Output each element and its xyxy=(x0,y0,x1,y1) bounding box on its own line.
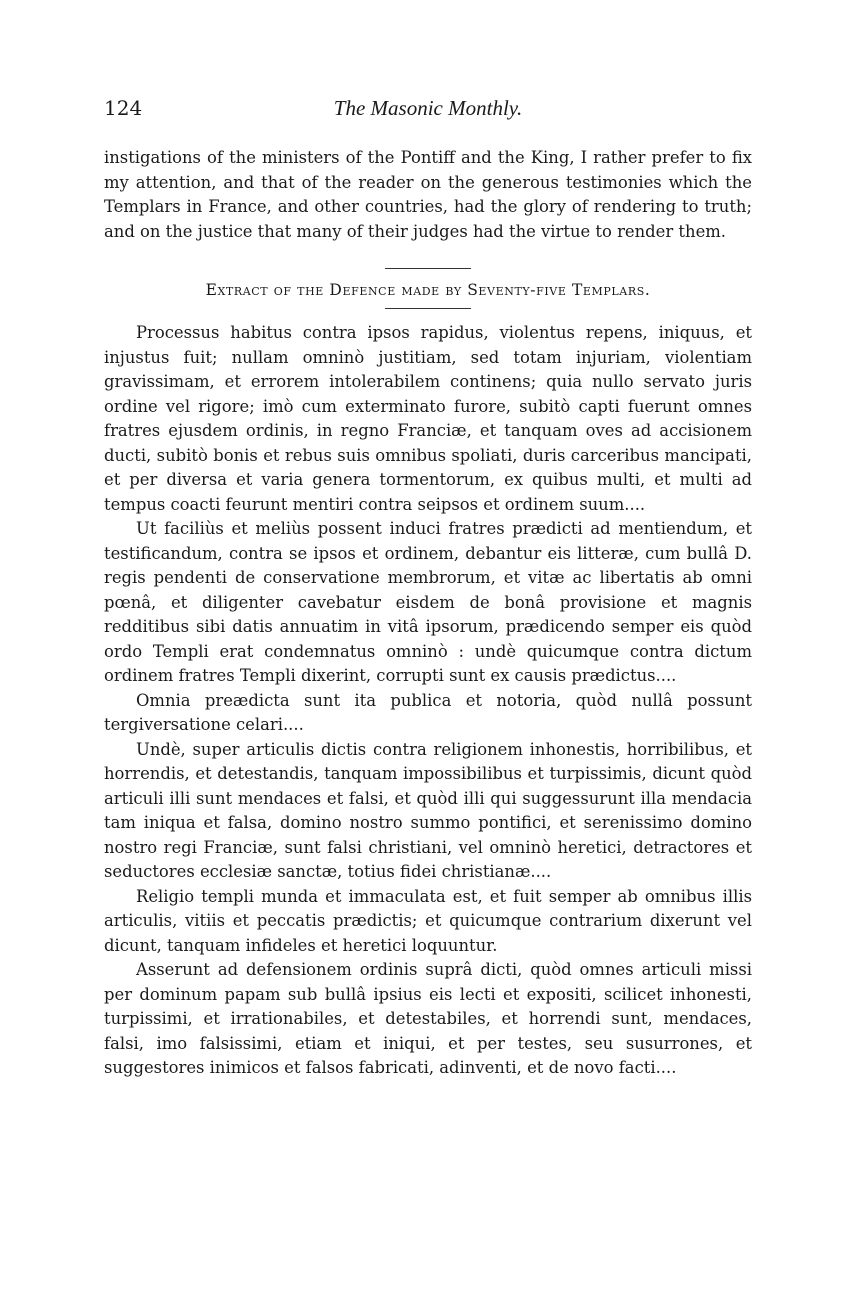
book-page xyxy=(104,96,752,1081)
paragraph: Processus habitus contra ipsos rapidus, violentus repens, iniquus, et injustus fuit; nullam omninò justitiam, sed totam injuriam, violentiam gravissimam, et errorem intolerabilem continens; quia nullo servato juris ordine vel rigore; imò cum exterminato furore, subitò capti fuerunt omnes fratres ejusdem ordinis, in regno Franciæ, et tanquam oves ad accisionem ducti, subitò bonis et rebus suis omnibus spoliati, duris carceribus mancipati, et per diversa et varia genera tormentorum, ex quibus multi, et multi ad tempus coacti feurunt mentiri contra seipsos et ordinem suum.... xyxy=(104,323,752,514)
running-title: The Masonic Monthly. xyxy=(333,96,523,120)
running-head xyxy=(104,96,752,132)
paragraph: Religio templi munda et immaculata est, et fuit semper ab omnibus illis articulis, vitiis et peccatis prædictis; et quicumque contrarium dixerunt vel dicunt, tanquam infideles et heretici loquuntur. xyxy=(104,886,752,955)
paragraph: Asserunt ad defensionem ordinis suprâ dicti, quòd omnes articuli missi per dominum papam sub bullâ ipsius eis lecti et expositi, scilicet inhonesti, turpissimi, et irrationabiles, et detestabiles, et horrendi sunt, mendaces, falsi, imo falsissimi, etiam et iniqui, et per testes, seu susurrones, et suggestores inimicos et falsos fabricati, adinventi, et de novo facti.... xyxy=(104,960,752,1077)
body-text xyxy=(104,321,752,1081)
section-heading: Extract of the Defence made by Seventy-five Templars. xyxy=(205,281,651,299)
intro-paragraph: instigations of the ministers of the Pontiff and the King, I rather prefer to fix my attention, and that of the reader on the generous testimonies which the Templars in France, and other countries, had the glory of rendering to truth; and on the justice that many of their judges had the virtue to render them. xyxy=(104,148,752,241)
paragraph: Ut faciliùs et meliùs possent induci fratres prædicti ad mentiendum, et testificandum, contra se ipsos et ordinem, debantur eis litteræ, cum bullâ D. regis pendenti de conservatione membrorum, et vitæ ac libertatis ab omni pœnâ, et diligenter cavebatur eisdem de bonâ provisione et magnis redditibus sibi datis annuatim in vitâ ipsorum, prædicendo semper eis quòd ordo Templi erat condemnatus omninò : undè quicumque contra dictum ordinem fratres Templi dixerint, corrupti sunt ex causis prædictus.... xyxy=(104,519,752,685)
page-number: 124 xyxy=(104,96,143,120)
section-rule-bottom xyxy=(385,308,471,309)
section-rule-top xyxy=(385,268,471,269)
paragraph: Undè, super articulis dictis contra religionem inhonestis, horribilibus, et horrendis, et detestandis, tanquam impossibilibus et turpissimis, dicunt quòd articuli illi sunt mendaces et falsi, et quòd illi qui suggessurunt illa mendacia tam iniqua et falsa, domino nostro summo pontifici, et serenissimo domino nostro regi Franciæ, sunt falsi christiani, vel omninò heretici, detractores et seductores ecclesiæ sanctæ, totius fidei christianæ.... xyxy=(104,739,752,881)
paragraph: Omnia preædicta sunt ita publica et notoria, quòd nullâ possunt tergiversatione celari.... xyxy=(104,690,752,734)
